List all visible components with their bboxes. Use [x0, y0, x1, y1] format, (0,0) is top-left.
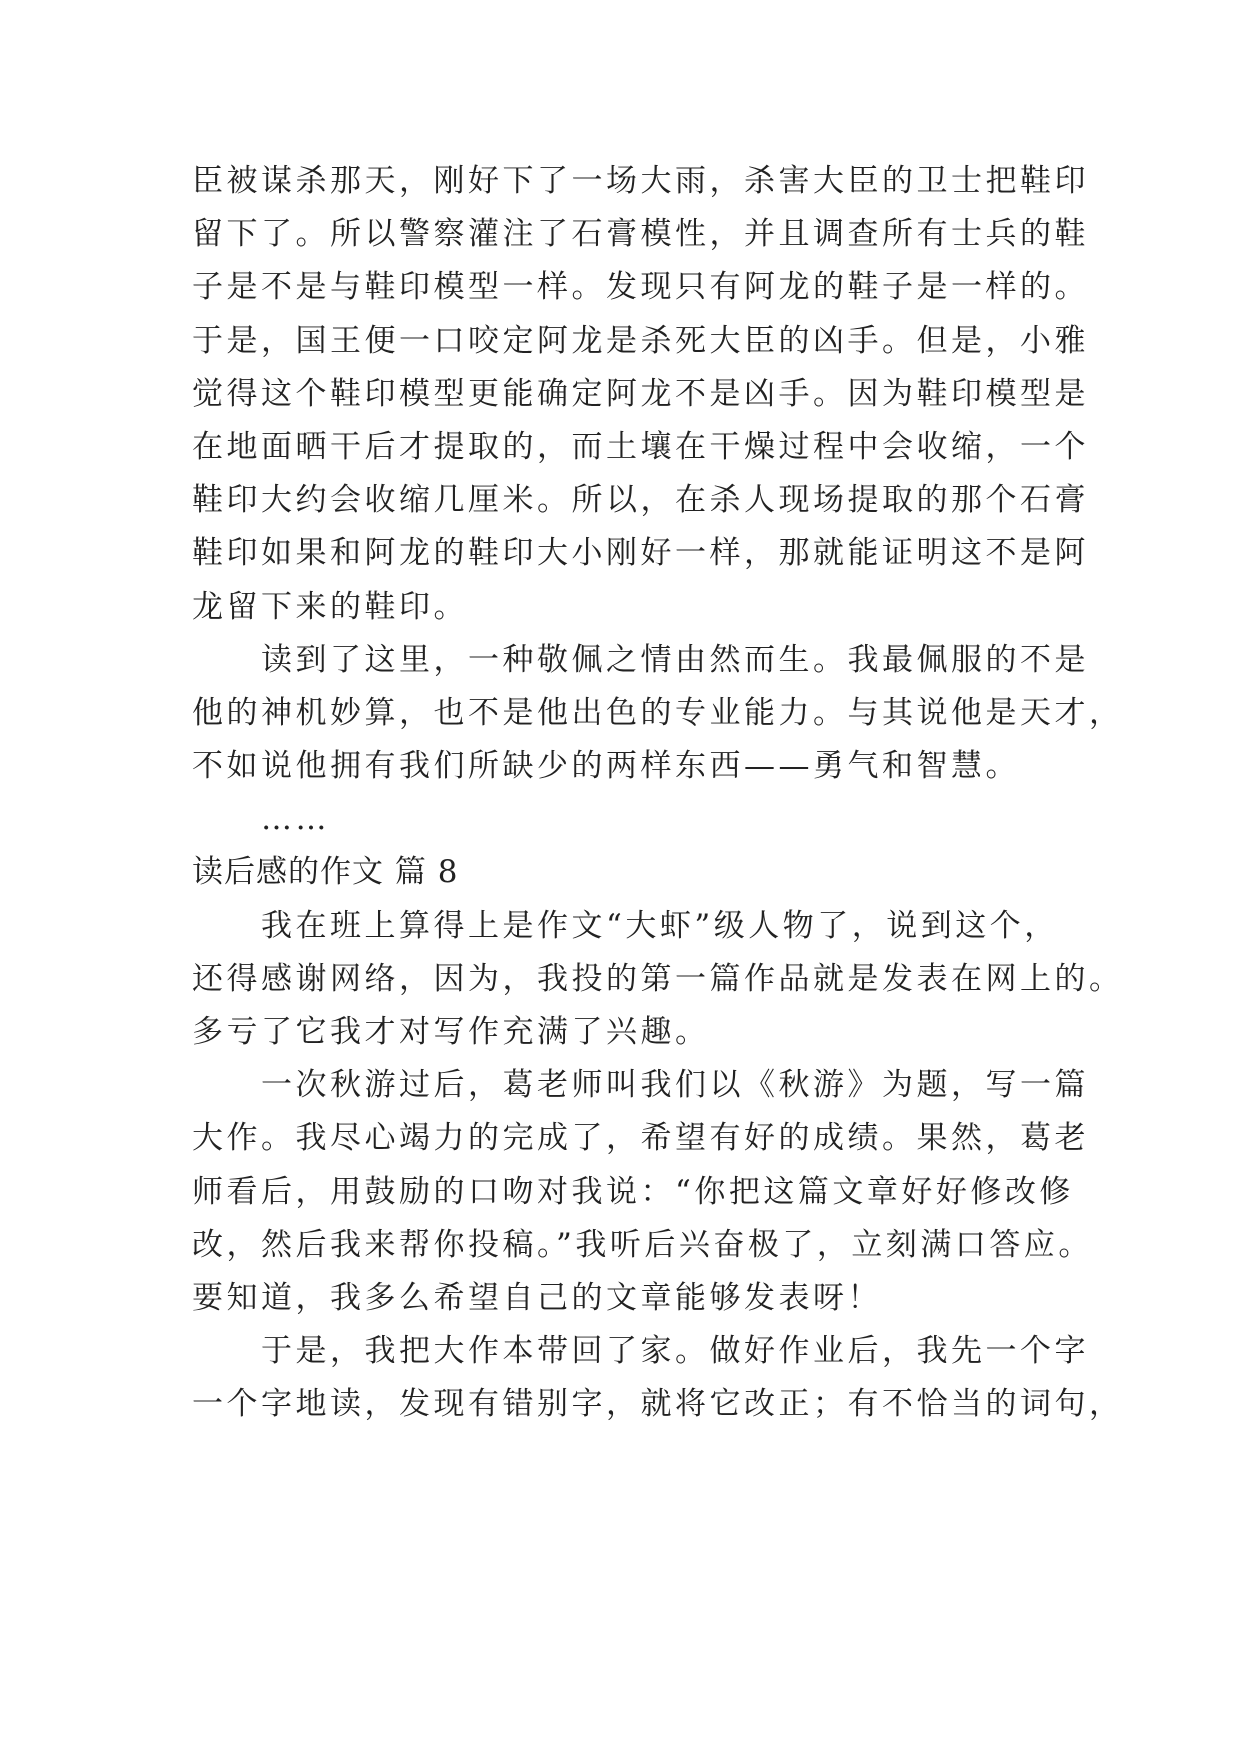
text-line: 大作。我尽心竭力的完成了，希望有好的成绩。果然，葛老: [192, 1120, 1089, 1157]
text-line: 师看后，用鼓励的口吻对我说：“你把这篇文章好好修改修: [192, 1173, 1074, 1210]
text-line: 子是不是与鞋印模型一样。发现只有阿龙的鞋子是一样的。: [192, 269, 1089, 306]
text-line: 要知道，我多么希望自己的文章能够发表呀！: [192, 1279, 882, 1316]
text-line: 一个字地读，发现有错别字，就将它改正；有不恰当的词句，: [192, 1386, 1124, 1423]
text-line: 于是，国王便一口咬定阿龙是杀死大臣的凶手。但是，小雅: [192, 322, 1089, 359]
text-line: 还得感谢网络，因为，我投的第一篇作品就是发表在网上的。: [192, 960, 1124, 997]
document-body: [192, 155, 1124, 1432]
text-line: 龙留下来的鞋印。: [192, 588, 468, 625]
paragraph-start-line: 于是，我把大作本带回了家。做好作业后，我先一个字: [192, 1333, 1089, 1370]
text-line: 他的神机妙算，也不是他出色的专业能力。与其说他是天才，: [192, 694, 1124, 731]
paragraph-start-line: 我在班上算得上是作文“大虾”级人物了，说到这个，: [192, 907, 1059, 944]
text-line: 鞋印如果和阿龙的鞋印大小刚好一样，那就能证明这不是阿: [192, 535, 1089, 572]
text-line: 鞋印大约会收缩几厘米。所以，在杀人现场提取的那个石膏: [192, 482, 1089, 519]
paragraph-start-line: 读到了这里，一种敬佩之情由然而生。我最佩服的不是: [192, 641, 1089, 678]
section-heading: 读后感的作文 篇 8: [192, 854, 459, 891]
text-line: 不如说他拥有我们所缺少的两样东西——勇气和智慧。: [192, 748, 1020, 785]
ellipsis-line: ……: [192, 801, 330, 838]
paragraph-start-line: 一次秋游过后，葛老师叫我们以《秋游》为题，写一篇: [192, 1067, 1089, 1104]
text-line: 觉得这个鞋印模型更能确定阿龙不是凶手。因为鞋印模型是: [192, 375, 1089, 412]
text-line: 改，然后我来帮你投稿。”我听后兴奋极了，立刻满口答应。: [192, 1226, 1093, 1263]
text-line: 多亏了它我才对写作充满了兴趣。: [192, 1014, 710, 1050]
text-line: 留下了。所以警察灌注了石膏模性，并且调查所有士兵的鞋: [192, 216, 1089, 253]
text-line: 在地面晒干后才提取的，而土壤在干燥过程中会收缩，一个: [192, 428, 1089, 465]
text-line: 臣被谋杀那天，刚好下了一场大雨，杀害大臣的卫士把鞋印: [192, 163, 1089, 199]
